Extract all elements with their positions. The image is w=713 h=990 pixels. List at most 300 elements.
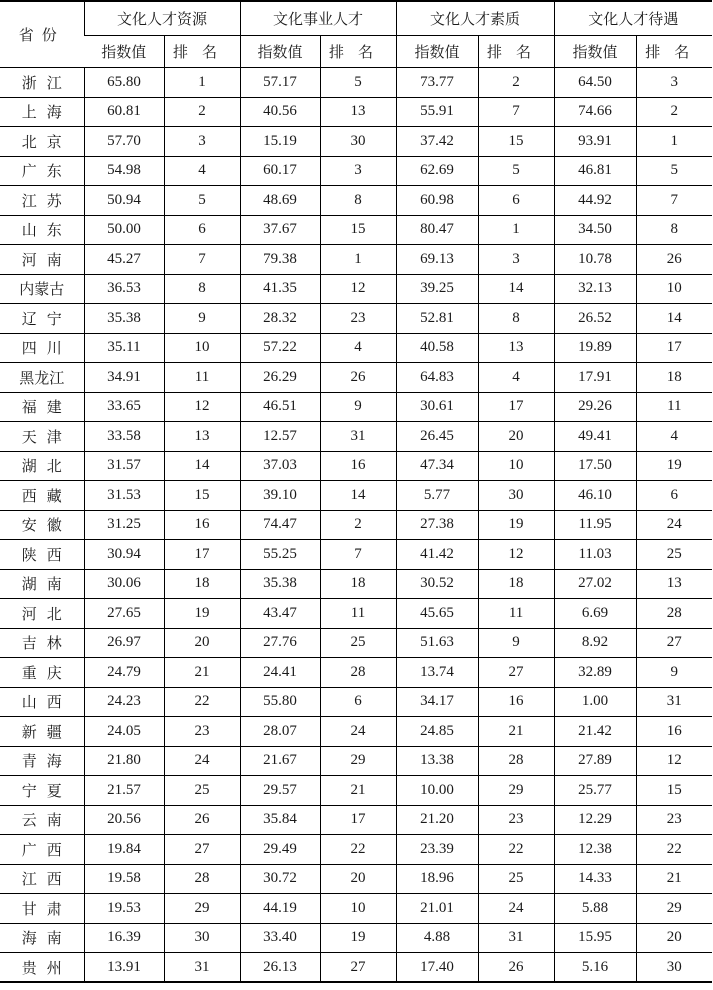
rank-cell: 26	[164, 805, 240, 835]
rank-header: 排名	[478, 36, 554, 68]
index-value-cell: 64.83	[396, 363, 478, 393]
index-value-cell: 21.67	[240, 746, 320, 776]
rank-cell: 5	[164, 186, 240, 216]
rank-cell: 7	[636, 186, 712, 216]
rank-cell: 31	[478, 923, 554, 953]
rank-cell: 2	[320, 510, 396, 540]
index-value-cell: 11.95	[554, 510, 636, 540]
index-value-cell: 33.40	[240, 923, 320, 953]
index-value-cell: 24.79	[84, 658, 164, 688]
rank-cell: 11	[164, 363, 240, 393]
index-value-cell: 46.51	[240, 392, 320, 422]
index-value-cell: 54.98	[84, 156, 164, 186]
rank-cell: 10	[164, 333, 240, 363]
rank-cell: 4	[320, 333, 396, 363]
index-value-cell: 51.63	[396, 628, 478, 658]
index-value-cell: 19.53	[84, 894, 164, 924]
rank-cell: 26	[320, 363, 396, 393]
group-header-public-service: 文化事业人才	[240, 1, 396, 36]
table-row	[0, 599, 712, 629]
index-value-cell: 5.88	[554, 894, 636, 924]
province-cell: 吉林	[0, 628, 84, 658]
rank-cell: 12	[636, 746, 712, 776]
rank-cell: 15	[636, 776, 712, 806]
index-value-cell: 37.67	[240, 215, 320, 245]
table-row	[0, 215, 712, 245]
rank-cell: 3	[164, 127, 240, 157]
rank-cell: 26	[478, 953, 554, 983]
province-cell: 河南	[0, 245, 84, 275]
rank-cell: 23	[478, 805, 554, 835]
rank-cell: 2	[164, 97, 240, 127]
index-value-cell: 5.16	[554, 953, 636, 983]
table-row	[0, 923, 712, 953]
table-row	[0, 392, 712, 422]
index-value-cell: 65.80	[84, 68, 164, 98]
province-cell: 福建	[0, 392, 84, 422]
table-row	[0, 628, 712, 658]
index-value-cell: 30.72	[240, 864, 320, 894]
index-value-cell: 16.39	[84, 923, 164, 953]
rank-cell: 31	[320, 422, 396, 452]
rank-cell: 12	[320, 274, 396, 304]
province-cell: 浙江	[0, 68, 84, 98]
rank-cell: 10	[478, 451, 554, 481]
province-cell: 四川	[0, 333, 84, 363]
province-cell: 宁夏	[0, 776, 84, 806]
index-value-cell: 57.17	[240, 68, 320, 98]
province-cell: 安徽	[0, 510, 84, 540]
index-value-cell: 79.38	[240, 245, 320, 275]
province-cell: 江西	[0, 864, 84, 894]
province-cell: 西藏	[0, 481, 84, 511]
rank-cell: 23	[164, 717, 240, 747]
rank-cell: 1	[636, 127, 712, 157]
index-value-cell: 27.02	[554, 569, 636, 599]
rank-cell: 2	[478, 68, 554, 98]
index-value-cell: 27.38	[396, 510, 478, 540]
index-value-cell: 50.00	[84, 215, 164, 245]
table-row	[0, 186, 712, 216]
index-value-cell: 27.89	[554, 746, 636, 776]
index-value-cell: 35.11	[84, 333, 164, 363]
index-value-cell: 33.58	[84, 422, 164, 452]
rank-cell: 31	[636, 687, 712, 717]
index-value-cell: 52.81	[396, 304, 478, 334]
rank-cell: 1	[478, 215, 554, 245]
index-value-cell: 13.74	[396, 658, 478, 688]
rank-cell: 9	[636, 658, 712, 688]
index-value-cell: 28.07	[240, 717, 320, 747]
rank-cell: 26	[636, 245, 712, 275]
rank-cell: 1	[164, 68, 240, 98]
index-value-cell: 43.47	[240, 599, 320, 629]
rank-cell: 24	[164, 746, 240, 776]
index-value-cell: 12.57	[240, 422, 320, 452]
rank-cell: 28	[636, 599, 712, 629]
table-row	[0, 894, 712, 924]
index-value-cell: 39.25	[396, 274, 478, 304]
rank-cell: 29	[320, 746, 396, 776]
index-value-cell: 13.91	[84, 953, 164, 983]
rank-cell: 20	[636, 923, 712, 953]
index-value-cell: 21.80	[84, 746, 164, 776]
province-cell: 上海	[0, 97, 84, 127]
province-cell: 山东	[0, 215, 84, 245]
index-value-cell: 1.00	[554, 687, 636, 717]
province-cell: 天津	[0, 422, 84, 452]
rank-cell: 22	[636, 835, 712, 865]
index-value-cell: 8.92	[554, 628, 636, 658]
index-value-cell: 50.94	[84, 186, 164, 216]
rank-cell: 21	[478, 717, 554, 747]
index-value-cell: 55.80	[240, 687, 320, 717]
index-value-cell: 32.13	[554, 274, 636, 304]
index-value-cell: 21.01	[396, 894, 478, 924]
index-value-cell: 14.33	[554, 864, 636, 894]
rank-cell: 10	[320, 894, 396, 924]
province-cell: 广东	[0, 156, 84, 186]
table-row	[0, 481, 712, 511]
rank-cell: 3	[320, 156, 396, 186]
rank-cell: 29	[164, 894, 240, 924]
province-cell: 新疆	[0, 717, 84, 747]
index-value-cell: 5.77	[396, 481, 478, 511]
table-row	[0, 835, 712, 865]
table-row	[0, 569, 712, 599]
rank-cell: 15	[478, 127, 554, 157]
index-value-cell: 44.19	[240, 894, 320, 924]
index-value-cell: 29.57	[240, 776, 320, 806]
index-value-cell: 10.00	[396, 776, 478, 806]
table-row	[0, 746, 712, 776]
index-value-cell: 31.25	[84, 510, 164, 540]
rank-cell: 9	[164, 304, 240, 334]
index-value-cell: 17.91	[554, 363, 636, 393]
rank-cell: 3	[478, 245, 554, 275]
rank-cell: 29	[636, 894, 712, 924]
index-value-cell: 21.20	[396, 805, 478, 835]
rank-cell: 16	[478, 687, 554, 717]
rank-cell: 6	[164, 215, 240, 245]
index-value-cell: 4.88	[396, 923, 478, 953]
rank-cell: 4	[636, 422, 712, 452]
index-value-cell: 6.69	[554, 599, 636, 629]
rank-cell: 5	[636, 156, 712, 186]
rank-cell: 18	[636, 363, 712, 393]
index-value-cell: 25.77	[554, 776, 636, 806]
table-row	[0, 864, 712, 894]
rank-cell: 28	[478, 746, 554, 776]
rank-cell: 19	[320, 923, 396, 953]
rank-header: 排名	[164, 36, 240, 68]
rank-cell: 23	[320, 304, 396, 334]
index-value-cell: 35.84	[240, 805, 320, 835]
rank-cell: 11	[320, 599, 396, 629]
index-value-cell: 30.06	[84, 569, 164, 599]
index-value-cell: 31.57	[84, 451, 164, 481]
index-value-cell: 21.57	[84, 776, 164, 806]
table-row	[0, 658, 712, 688]
index-value-cell: 27.65	[84, 599, 164, 629]
rank-cell: 11	[478, 599, 554, 629]
index-value-cell: 11.03	[554, 540, 636, 570]
table-row	[0, 953, 712, 983]
index-value-cell: 40.58	[396, 333, 478, 363]
index-value-cell: 15.95	[554, 923, 636, 953]
index-value-cell: 28.32	[240, 304, 320, 334]
rank-cell: 9	[478, 628, 554, 658]
index-value-cell: 19.84	[84, 835, 164, 865]
rank-cell: 13	[320, 97, 396, 127]
rank-cell: 30	[636, 953, 712, 983]
index-value-cell: 60.98	[396, 186, 478, 216]
index-value-cell: 10.78	[554, 245, 636, 275]
index-value-cell: 55.91	[396, 97, 478, 127]
index-value-cell: 29.49	[240, 835, 320, 865]
rank-cell: 24	[636, 510, 712, 540]
rank-cell: 25	[636, 540, 712, 570]
rank-cell: 20	[164, 628, 240, 658]
index-value-cell: 34.91	[84, 363, 164, 393]
province-cell: 北京	[0, 127, 84, 157]
table-row	[0, 245, 712, 275]
index-value-cell: 26.13	[240, 953, 320, 983]
index-value-cell: 57.70	[84, 127, 164, 157]
rank-cell: 9	[320, 392, 396, 422]
index-value-cell: 39.10	[240, 481, 320, 511]
index-value-cell: 35.38	[84, 304, 164, 334]
index-value-cell: 23.39	[396, 835, 478, 865]
table-row	[0, 451, 712, 481]
rank-cell: 4	[478, 363, 554, 393]
rank-cell: 25	[320, 628, 396, 658]
table-row	[0, 97, 712, 127]
rank-cell: 6	[636, 481, 712, 511]
index-value-cell: 74.66	[554, 97, 636, 127]
rank-cell: 11	[636, 392, 712, 422]
rank-cell: 19	[478, 510, 554, 540]
rank-cell: 16	[320, 451, 396, 481]
rank-cell: 30	[320, 127, 396, 157]
province-cell: 内蒙古	[0, 274, 84, 304]
index-value-cell: 37.03	[240, 451, 320, 481]
index-value-cell: 33.65	[84, 392, 164, 422]
index-value-cell: 19.89	[554, 333, 636, 363]
index-value-cell: 27.76	[240, 628, 320, 658]
province-cell: 甘肃	[0, 894, 84, 924]
index-value-cell: 12.38	[554, 835, 636, 865]
index-value-cell: 64.50	[554, 68, 636, 98]
index-value-cell: 62.69	[396, 156, 478, 186]
rank-cell: 14	[164, 451, 240, 481]
rank-cell: 8	[320, 186, 396, 216]
province-cell: 辽宁	[0, 304, 84, 334]
index-value-cell: 48.69	[240, 186, 320, 216]
rank-cell: 28	[320, 658, 396, 688]
index-value-cell: 26.29	[240, 363, 320, 393]
rank-cell: 2	[636, 97, 712, 127]
province-header: 省份	[0, 1, 84, 68]
rank-cell: 21	[636, 864, 712, 894]
province-cell: 青海	[0, 746, 84, 776]
table-row	[0, 717, 712, 747]
rank-cell: 22	[320, 835, 396, 865]
index-value-cell: 17.40	[396, 953, 478, 983]
rank-cell: 8	[164, 274, 240, 304]
rank-cell: 13	[164, 422, 240, 452]
rank-cell: 7	[478, 97, 554, 127]
index-value-cell: 30.94	[84, 540, 164, 570]
index-value-cell: 26.52	[554, 304, 636, 334]
table-row	[0, 776, 712, 806]
rank-header: 排名	[320, 36, 396, 68]
rank-cell: 17	[636, 333, 712, 363]
index-value-cell: 26.45	[396, 422, 478, 452]
rank-cell: 16	[164, 510, 240, 540]
index-value-cell: 47.34	[396, 451, 478, 481]
index-value-cell: 57.22	[240, 333, 320, 363]
rank-cell: 18	[320, 569, 396, 599]
rank-cell: 21	[320, 776, 396, 806]
index-value-cell: 40.56	[240, 97, 320, 127]
rank-cell: 25	[478, 864, 554, 894]
table-row	[0, 304, 712, 334]
index-value-cell: 26.97	[84, 628, 164, 658]
rank-cell: 7	[320, 540, 396, 570]
index-value-cell: 12.29	[554, 805, 636, 835]
index-value-cell: 74.47	[240, 510, 320, 540]
rank-cell: 27	[478, 658, 554, 688]
table-row	[0, 68, 712, 98]
rank-cell: 7	[164, 245, 240, 275]
index-value-cell: 24.05	[84, 717, 164, 747]
index-value-cell: 30.61	[396, 392, 478, 422]
table-row	[0, 510, 712, 540]
rank-cell: 15	[320, 215, 396, 245]
rank-cell: 29	[478, 776, 554, 806]
rank-header: 排名	[636, 36, 712, 68]
table-row	[0, 127, 712, 157]
index-value-cell: 69.13	[396, 245, 478, 275]
rank-cell: 14	[636, 304, 712, 334]
table-row	[0, 687, 712, 717]
index-value-cell: 37.42	[396, 127, 478, 157]
rank-cell: 5	[478, 156, 554, 186]
rank-cell: 30	[164, 923, 240, 953]
rank-cell: 4	[164, 156, 240, 186]
table-row	[0, 274, 712, 304]
rank-cell: 19	[164, 599, 240, 629]
index-value-cell: 24.41	[240, 658, 320, 688]
index-value-cell: 20.56	[84, 805, 164, 835]
rank-cell: 12	[164, 392, 240, 422]
index-value-cell: 35.38	[240, 569, 320, 599]
index-value-cell: 45.27	[84, 245, 164, 275]
table-row	[0, 540, 712, 570]
index-value-cell: 41.35	[240, 274, 320, 304]
table-row	[0, 805, 712, 835]
rank-cell: 17	[320, 805, 396, 835]
province-cell: 河北	[0, 599, 84, 629]
index-value-cell: 55.25	[240, 540, 320, 570]
province-cell: 江苏	[0, 186, 84, 216]
index-value-cell: 15.19	[240, 127, 320, 157]
rank-cell: 24	[478, 894, 554, 924]
rank-cell: 18	[478, 569, 554, 599]
province-cell: 湖北	[0, 451, 84, 481]
rank-cell: 17	[478, 392, 554, 422]
province-cell: 云南	[0, 805, 84, 835]
province-cell: 黑龙江	[0, 363, 84, 393]
rank-cell: 14	[478, 274, 554, 304]
rank-cell: 8	[478, 304, 554, 334]
table-row	[0, 422, 712, 452]
rank-cell: 25	[164, 776, 240, 806]
index-value-cell: 60.17	[240, 156, 320, 186]
rank-cell: 27	[636, 628, 712, 658]
rank-cell: 22	[478, 835, 554, 865]
group-header-treatment: 文化人才待遇	[554, 1, 712, 36]
province-cell: 重庆	[0, 658, 84, 688]
index-value-header: 指数值	[554, 36, 636, 68]
rank-cell: 20	[320, 864, 396, 894]
province-cell: 陕西	[0, 540, 84, 570]
rank-cell: 22	[164, 687, 240, 717]
group-header-quality: 文化人才素质	[396, 1, 554, 36]
index-value-cell: 36.53	[84, 274, 164, 304]
rank-cell: 10	[636, 274, 712, 304]
index-value-header: 指数值	[240, 36, 320, 68]
rank-cell: 21	[164, 658, 240, 688]
index-value-cell: 93.91	[554, 127, 636, 157]
index-value-cell: 31.53	[84, 481, 164, 511]
index-value-cell: 44.92	[554, 186, 636, 216]
table-row	[0, 156, 712, 186]
index-value-cell: 45.65	[396, 599, 478, 629]
province-cell: 广西	[0, 835, 84, 865]
table-body	[0, 68, 712, 983]
index-value-cell: 41.42	[396, 540, 478, 570]
rank-cell: 24	[320, 717, 396, 747]
rank-cell: 27	[320, 953, 396, 983]
table-row	[0, 363, 712, 393]
header-row-groups	[0, 1, 712, 36]
rank-cell: 19	[636, 451, 712, 481]
table-row	[0, 333, 712, 363]
province-cell: 海南	[0, 923, 84, 953]
index-value-cell: 32.89	[554, 658, 636, 688]
index-value-cell: 24.23	[84, 687, 164, 717]
index-value-cell: 30.52	[396, 569, 478, 599]
rank-cell: 15	[164, 481, 240, 511]
index-value-cell: 17.50	[554, 451, 636, 481]
index-value-header: 指数值	[84, 36, 164, 68]
rank-cell: 17	[164, 540, 240, 570]
rank-cell: 6	[320, 687, 396, 717]
rank-cell: 23	[636, 805, 712, 835]
rank-cell: 20	[478, 422, 554, 452]
index-value-cell: 80.47	[396, 215, 478, 245]
rank-cell: 13	[478, 333, 554, 363]
index-value-cell: 73.77	[396, 68, 478, 98]
index-value-cell: 29.26	[554, 392, 636, 422]
header-row-subheaders	[0, 36, 712, 68]
index-value-cell: 34.17	[396, 687, 478, 717]
rank-cell: 12	[478, 540, 554, 570]
index-value-cell: 34.50	[554, 215, 636, 245]
rank-cell: 6	[478, 186, 554, 216]
